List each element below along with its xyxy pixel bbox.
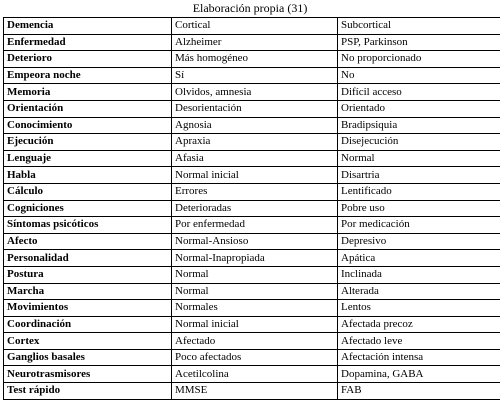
cortical-cell: Errores xyxy=(172,183,338,200)
subcortical-cell: Pobre uso xyxy=(338,200,500,217)
row-label-cell: Coordinación xyxy=(4,316,172,333)
cortical-cell: Sí xyxy=(172,67,338,84)
table-row xyxy=(4,34,500,51)
cortical-cell: Agnosia xyxy=(172,117,338,134)
cortical-cell: MMSE xyxy=(172,383,338,400)
subcortical-cell: No xyxy=(338,67,500,84)
subcortical-cell: Lentos xyxy=(338,300,500,317)
subcortical-cell: FAB xyxy=(338,383,500,400)
cortical-cell: Normal-Inapropiada xyxy=(172,250,338,267)
table-row xyxy=(4,51,500,68)
row-label-cell: Ganglios basales xyxy=(4,349,172,366)
cortical-cell: Normal xyxy=(172,283,338,300)
table-row xyxy=(4,283,500,300)
table-row xyxy=(4,117,500,134)
table-row xyxy=(4,300,500,317)
row-label-cell: Memoria xyxy=(4,84,172,101)
table-header-row xyxy=(4,18,500,35)
cortical-cell: Normal inicial xyxy=(172,167,338,184)
table-row xyxy=(4,266,500,283)
table-row xyxy=(4,183,500,200)
row-label-cell: Personalidad xyxy=(4,250,172,267)
row-label-cell: Afecto xyxy=(4,233,172,250)
table-row xyxy=(4,150,500,167)
subcortical-cell: Orientado xyxy=(338,100,500,117)
cortical-cell: Por enfermedad xyxy=(172,217,338,234)
comparison-table xyxy=(3,17,500,400)
subcortical-cell: Por medicación xyxy=(338,217,500,234)
cortical-cell: Poco afectados xyxy=(172,349,338,366)
cortical-cell: Afasia xyxy=(172,150,338,167)
row-label-cell: Empeora noche xyxy=(4,67,172,84)
table-row xyxy=(4,200,500,217)
cortical-cell: Normal xyxy=(172,266,338,283)
row-label-cell: Deterioro xyxy=(4,51,172,68)
table-row xyxy=(4,100,500,117)
table-row xyxy=(4,316,500,333)
subcortical-cell: Subcortical xyxy=(338,18,500,35)
cortical-cell: Alzheimer xyxy=(172,34,338,51)
subcortical-cell: Inclinada xyxy=(338,266,500,283)
row-label-cell: Conocimiento xyxy=(4,117,172,134)
row-label-cell: Cogniciones xyxy=(4,200,172,217)
table-row xyxy=(4,383,500,400)
row-label-cell: Síntomas psicóticos xyxy=(4,217,172,234)
table-row xyxy=(4,366,500,383)
subcortical-cell: Disartria xyxy=(338,167,500,184)
cortical-cell: Acetilcolina xyxy=(172,366,338,383)
cortical-cell: Normal-Ansioso xyxy=(172,233,338,250)
subcortical-cell: PSP, Parkinson xyxy=(338,34,500,51)
row-label-cell: Orientación xyxy=(4,100,172,117)
subcortical-cell: Depresivo xyxy=(338,233,500,250)
cortical-cell: Más homogéneo xyxy=(172,51,338,68)
subcortical-cell: Disejecución xyxy=(338,134,500,151)
subcortical-cell: No proporcionado xyxy=(338,51,500,68)
table-body xyxy=(4,18,500,400)
row-label-cell: Marcha xyxy=(4,283,172,300)
subcortical-cell: Afectación intensa xyxy=(338,349,500,366)
table-row xyxy=(4,167,500,184)
table-row xyxy=(4,84,500,101)
row-label-cell: Cortex xyxy=(4,333,172,350)
table-row xyxy=(4,217,500,234)
cortical-cell: Cortical xyxy=(172,18,338,35)
row-label-cell: Habla xyxy=(4,167,172,184)
subcortical-cell: Difícil acceso xyxy=(338,84,500,101)
subcortical-cell: Apática xyxy=(338,250,500,267)
cortical-cell: Desorientación xyxy=(172,100,338,117)
cortical-cell: Normales xyxy=(172,300,338,317)
subcortical-cell: Afectado leve xyxy=(338,333,500,350)
cortical-cell: Apraxia xyxy=(172,134,338,151)
row-label-cell: Enfermedad xyxy=(4,34,172,51)
row-label-cell: Cálculo xyxy=(4,183,172,200)
row-label-cell: Ejecución xyxy=(4,134,172,151)
subcortical-cell: Bradipsiquia xyxy=(338,117,500,134)
row-label-cell: Lenguaje xyxy=(4,150,172,167)
row-label-cell: Neurotrasmisores xyxy=(4,366,172,383)
table-row xyxy=(4,67,500,84)
table-row xyxy=(4,349,500,366)
cortical-cell: Afectado xyxy=(172,333,338,350)
table-row xyxy=(4,250,500,267)
row-label-cell: Demencia xyxy=(4,18,172,35)
cortical-cell: Normal inicial xyxy=(172,316,338,333)
subcortical-cell: Afectada precoz xyxy=(338,316,500,333)
row-label-cell: Movimientos xyxy=(4,300,172,317)
row-label-cell: Postura xyxy=(4,266,172,283)
subcortical-cell: Dopamina, GABA xyxy=(338,366,500,383)
cortical-cell: Deterioradas xyxy=(172,200,338,217)
subcortical-cell: Lentificado xyxy=(338,183,500,200)
subcortical-cell: Normal xyxy=(338,150,500,167)
row-label-cell: Test rápido xyxy=(4,383,172,400)
subcortical-cell: Alterada xyxy=(338,283,500,300)
table-row xyxy=(4,134,500,151)
table-row xyxy=(4,333,500,350)
table-caption: Elaboración propia (31) xyxy=(192,1,308,15)
table-row xyxy=(4,233,500,250)
cortical-cell: Olvidos, amnesia xyxy=(172,84,338,101)
